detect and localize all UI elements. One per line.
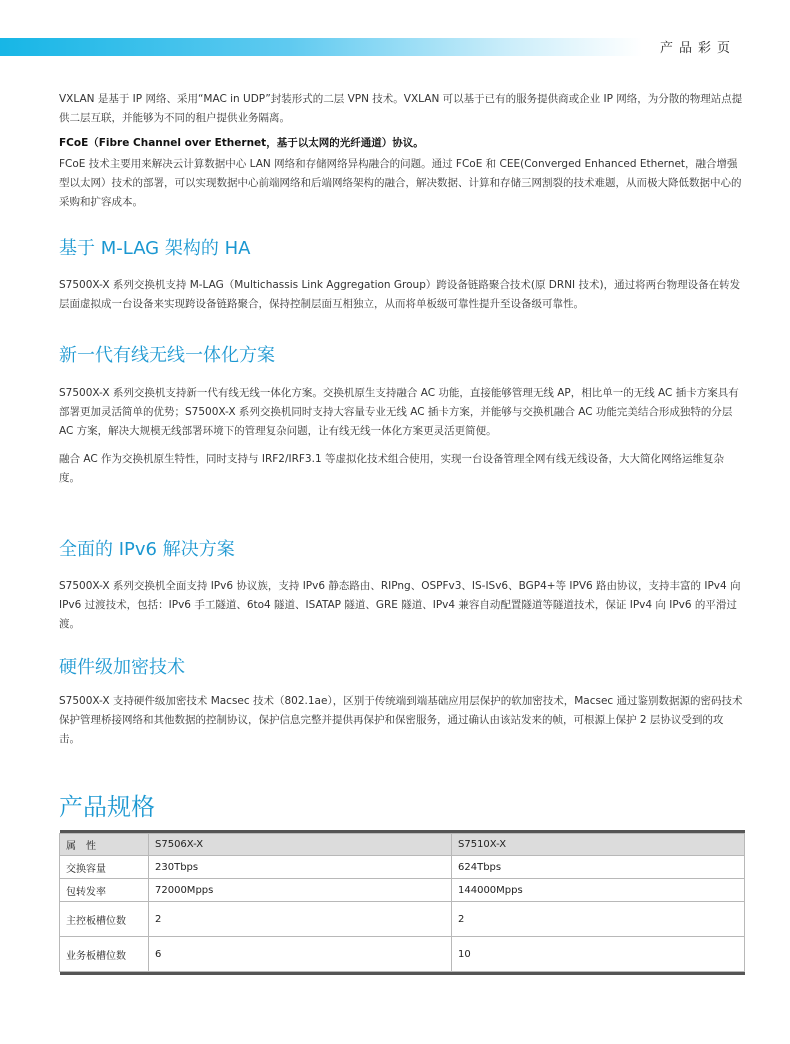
table-row	[60, 879, 745, 902]
section-title-mlag: 基于 M-LAG 架构的 HA	[59, 238, 251, 259]
table-header-row	[60, 834, 745, 856]
mlag-paragraph: S7500X-X 系列交换机支持 M-LAG（Multichassis Link Aggregation Group）跨设备链路聚合技术(原 DRNI 技术)，通过将两台物理设备在转发层面虚拟成一台设备来实现跨设备链路聚合，保持控制层面互相独立，从而将单板级可靠性提升至设备级可靠性。	[59, 279, 741, 310]
table-cell: 主控板槽位数	[60, 902, 149, 937]
table-cell: 6	[149, 937, 452, 972]
table-cell: 10	[452, 937, 745, 972]
column-header: 属 性	[60, 834, 149, 856]
vxlan-paragraph: VXLAN 是基于 IP 网络、采用“MAC in UDP”封装形式的二层 VPN 技术。VXLAN 可以基于已有的服务提供商或企业 IP 网络，为分散的物理站点提供二层互联，并能够为不同的租户提供业务隔离。	[59, 93, 743, 124]
column-header: S7510X-X	[452, 834, 745, 856]
table-cell: 72000Mpps	[149, 879, 452, 902]
section-title-ipv6: 全面的 IPv6 解决方案	[59, 539, 235, 560]
fcoe-paragraph: FCoE 技术主要用来解决云计算数据中心 LAN 网络和存储网络异构融合的问题。通过 FCoE 和 CEE(Converged Enhanced Ethernet，融合增强型以太网）技术的部署，可以实现数据中心前端网络和后端网络架构的融合，解决数据、计算和存储三网割裂的技术难题，从而极大降低数据中心的采购和扩容成本。	[59, 158, 742, 208]
table-cell: 2	[452, 902, 745, 937]
page-header-title: 产品彩页	[660, 41, 737, 56]
spec-table	[59, 830, 745, 975]
section-title-wireless: 新一代有线无线一体化方案	[59, 345, 275, 366]
wireless-paragraph-2: 融合 AC 作为交换机原生特性，同时支持与 IRF2/IRF3.1 等虚拟化技术组合使用，实现一台设备管理全网有线无线设备，大大简化网络运维复杂度。	[59, 453, 724, 484]
table-cell: 交换容量	[60, 856, 149, 879]
table-cell: 2	[149, 902, 452, 937]
table-row	[60, 902, 745, 937]
table-cell: 624Tbps	[452, 856, 745, 879]
table-cell: 230Tbps	[149, 856, 452, 879]
section-title-macsec: 硬件级加密技术	[59, 657, 185, 678]
table-row	[60, 937, 745, 972]
fcoe-title: FCoE（Fibre Channel over Ethernet，基于以太网的光纤通道）协议。	[59, 137, 424, 149]
table-row	[60, 856, 745, 879]
table-cell: 包转发率	[60, 879, 149, 902]
column-header: S7506X-X	[149, 834, 452, 856]
table-bottom-rule	[60, 972, 745, 976]
header-band	[0, 38, 642, 56]
wireless-paragraph-1: S7500X-X 系列交换机支持新一代有线无线一体化方案。交换机原生支持融合 AC 功能，直接能够管理无线 AP，相比单一的无线 AC 插卡方案具有部署更加灵活简单的优势；S7500X-X 系列交换机同时支持大容量专业无线 AC 插卡方案，并能够与交换机融合 AC 功能完美结合形成独特的分层 AC 方案，解决大规模无线部署环境下的管理复杂问题，让有线无线一体化方案更灵活更简便。	[59, 387, 739, 437]
table-cell: 144000Mpps	[452, 879, 745, 902]
spec-title: 产品规格	[59, 793, 155, 821]
table-cell: 业务板槽位数	[60, 937, 149, 972]
macsec-paragraph: S7500X-X 支持硬件级加密技术 Macsec 技术（802.1ae），区别于传统端到端基础应用层保护的软加密技术，Macsec 通过鉴别数据源的密码技术保护管理桥接网络和其他数据的控制协议，保护信息完整并提供再保护和保密服务，通过确认由该站发来的帧，可根源上保护 2 层协议受到的攻击。	[59, 695, 743, 745]
ipv6-paragraph: S7500X-X 系列交换机全面支持 IPv6 协议族，支持 IPv6 静态路由、RIPng、OSPFv3、IS-ISv6、BGP4+等 IPV6 路由协议，支持丰富的 IPv4 向 IPv6 过渡技术，包括：IPv6 手工隧道、6to4 隧道、ISATAP 隧道、GRE 隧道、IPv4 兼容自动配置隧道等隧道技术，保证 IPv4 向 IPv6 的平滑过渡。	[59, 580, 741, 630]
